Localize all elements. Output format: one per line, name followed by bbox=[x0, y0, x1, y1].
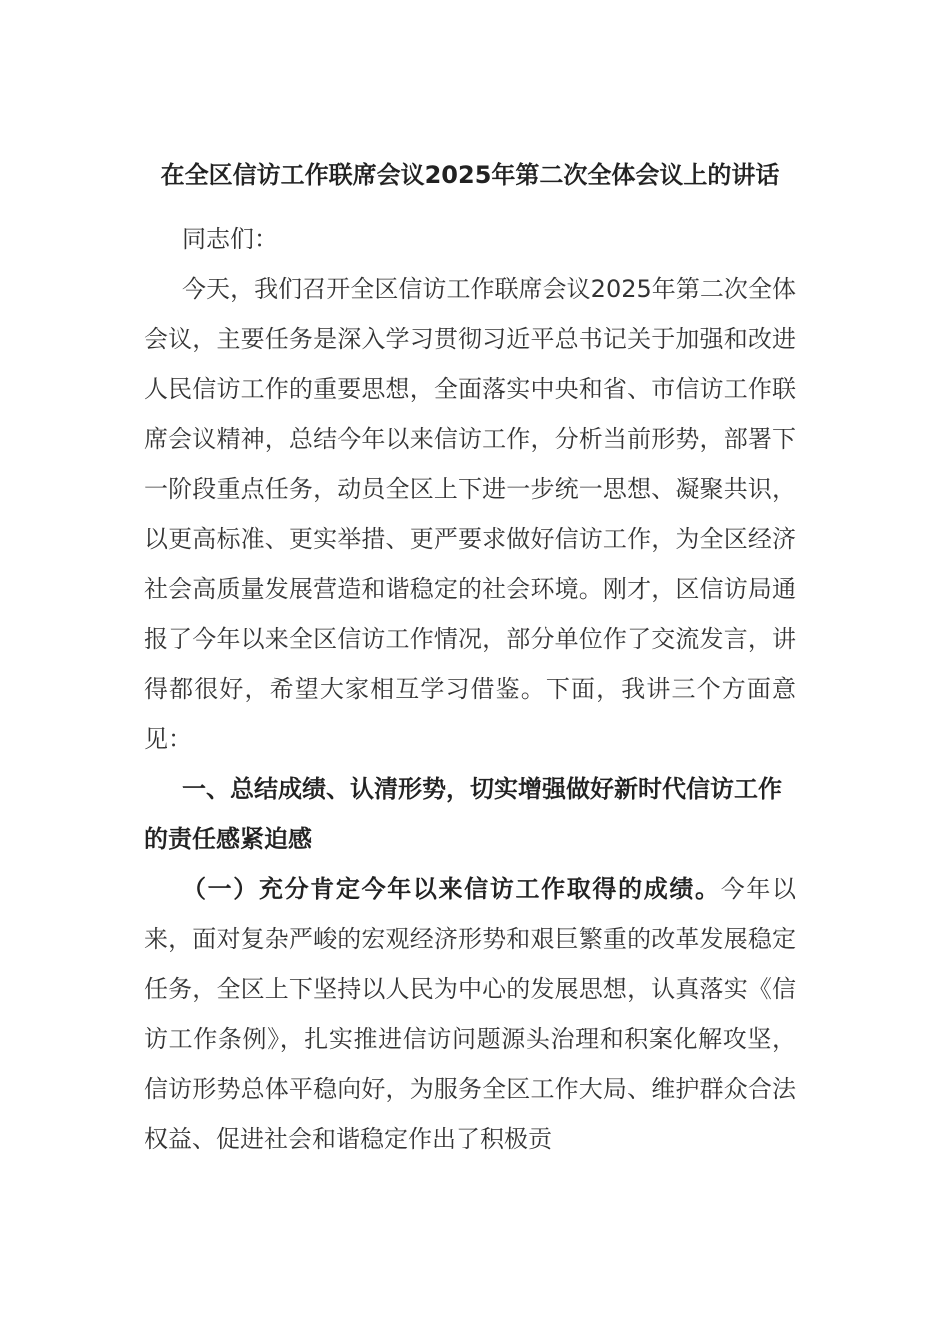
subsection-lead-1: （一）充分肯定今年以来信访工作取得的成绩。 bbox=[182, 875, 721, 903]
document-title: 在全区信访工作联席会议2025年第二次全体会议上的讲话 bbox=[160, 161, 780, 189]
subsection-paragraph-1 bbox=[144, 864, 796, 1164]
intro-paragraph: 今天，我们召开全区信访工作联席会议2025年第二次全体会议，主要任务是深入学习贯彻习近平总书记关于加强和改进人民信访工作的重要思想，全面落实中央和省、市信访工作联席会议精神，总结今年以来信访工作，分析当前形势，部署下一阶段重点任务，动员全区上下进一步统一思想、凝聚共识，以更高标准、更实举措、更严要求做好信访工作，为全区经济社会高质量发展营造和谐稳定的社会环境。刚才，区信访局通报了今年以来全区信访工作情况，部分单位作了交流发言，讲得都很好，希望大家相互学习借鉴。下面，我讲三个方面意见： bbox=[144, 275, 796, 753]
section-heading-1: 一、总结成绩、认清形势，切实增强做好新时代信访工作的责任感紧迫感 bbox=[144, 775, 782, 853]
subsection-body-1: 今年以来，面对复杂严峻的宏观经济形势和艰巨繁重的改革发展稳定任务，全区上下坚持以人民为中心的发展思想，认真落实《信访工作条例》，扎实推进信访问题源头治理和积案化解攻坚，信访形势总体平稳向好，为服务全区工作大局、维护群众合法权益、促进社会和谐稳定作出了积极贡 bbox=[144, 875, 797, 1153]
document-page bbox=[144, 150, 796, 1164]
salutation: 同志们： bbox=[182, 225, 278, 253]
